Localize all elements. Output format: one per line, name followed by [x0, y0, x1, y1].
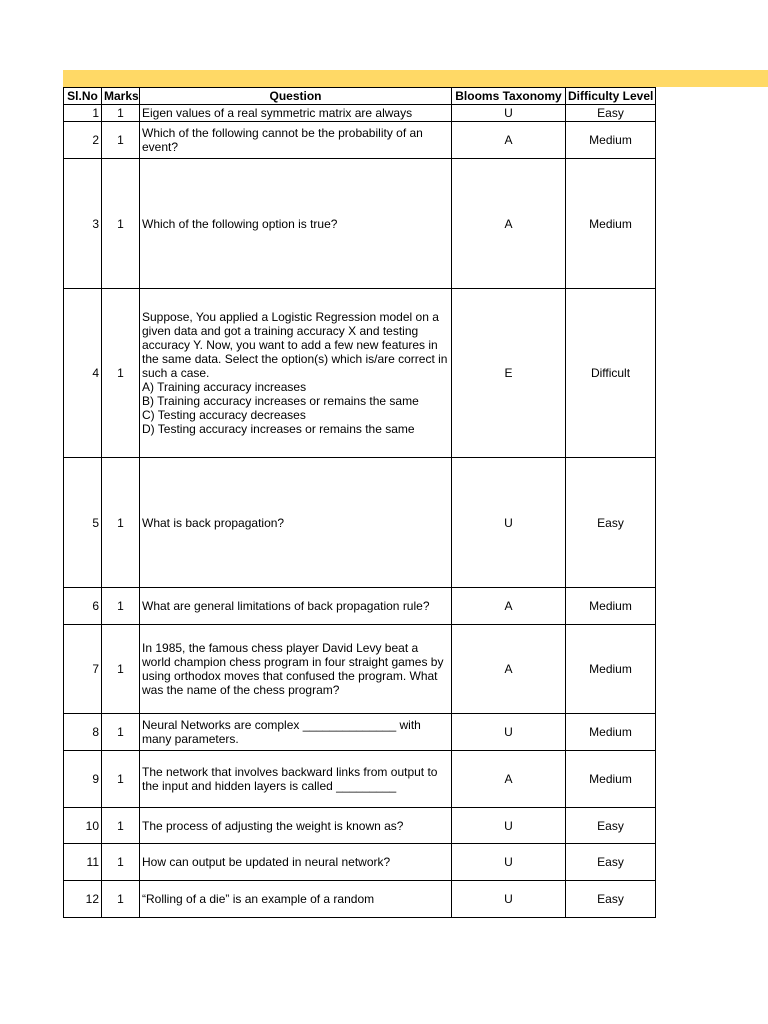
- cell-marks[interactable]: 1: [102, 122, 140, 159]
- cell-slno[interactable]: 3: [64, 159, 102, 289]
- cell-question[interactable]: The network that involves backward links from output to the input and hidden layers is called _________: [140, 751, 452, 808]
- cell-question[interactable]: Which of the following option is true?: [140, 159, 452, 289]
- cell-difficulty[interactable]: Easy: [566, 105, 656, 122]
- cell-difficulty[interactable]: Medium: [566, 751, 656, 808]
- cell-difficulty[interactable]: Medium: [566, 625, 656, 714]
- cell-marks[interactable]: 1: [102, 751, 140, 808]
- table-row: [64, 105, 656, 122]
- cell-difficulty[interactable]: Medium: [566, 122, 656, 159]
- cell-question[interactable]: Eigen values of a real symmetric matrix are always: [140, 105, 452, 122]
- cell-blooms[interactable]: U: [452, 105, 566, 122]
- cell-question[interactable]: What are general limitations of back propagation rule?: [140, 588, 452, 625]
- column-header-blooms[interactable]: Blooms Taxonomy: [452, 88, 566, 105]
- cell-difficulty[interactable]: Difficult: [566, 289, 656, 458]
- table-row: [64, 588, 656, 625]
- cell-marks[interactable]: 1: [102, 881, 140, 918]
- cell-blooms[interactable]: U: [452, 808, 566, 844]
- table-row: [64, 625, 656, 714]
- cell-question[interactable]: The process of adjusting the weight is known as?: [140, 808, 452, 844]
- cell-difficulty[interactable]: Easy: [566, 808, 656, 844]
- cell-blooms[interactable]: E: [452, 289, 566, 458]
- table-row: [64, 458, 656, 588]
- cell-question[interactable]: How can output be updated in neural network?: [140, 844, 452, 881]
- cell-blooms[interactable]: A: [452, 159, 566, 289]
- cell-difficulty[interactable]: Easy: [566, 881, 656, 918]
- question-table: [63, 87, 656, 918]
- table-row: [64, 159, 656, 289]
- cell-blooms[interactable]: A: [452, 751, 566, 808]
- cell-blooms[interactable]: U: [452, 714, 566, 751]
- cell-slno[interactable]: 5: [64, 458, 102, 588]
- table-row: [64, 844, 656, 881]
- cell-blooms[interactable]: U: [452, 881, 566, 918]
- cell-question[interactable]: Neural Networks are complex ______________ with many parameters.: [140, 714, 452, 751]
- cell-difficulty[interactable]: Medium: [566, 588, 656, 625]
- column-header-question[interactable]: Question: [140, 88, 452, 105]
- cell-blooms[interactable]: A: [452, 588, 566, 625]
- table-row: [64, 808, 656, 844]
- cell-blooms[interactable]: A: [452, 625, 566, 714]
- cell-difficulty[interactable]: Easy: [566, 844, 656, 881]
- column-header-slno[interactable]: Sl.No: [64, 88, 102, 105]
- cell-question[interactable]: Suppose, You applied a Logistic Regression model on a given data and got a training accuracy X and testing accuracy Y. Now, you want to add a few new features in the same data. Select the option(s) which is/are correct in such a case. A) Training accuracy increases B) Training accuracy increases or remains the same C) Testing accuracy decreases D) Testing accuracy increases or remains the same: [140, 289, 452, 458]
- table-row: [64, 122, 656, 159]
- cell-slno[interactable]: 8: [64, 714, 102, 751]
- cell-slno[interactable]: 12: [64, 881, 102, 918]
- cell-slno[interactable]: 4: [64, 289, 102, 458]
- column-header-marks[interactable]: Marks: [102, 88, 140, 105]
- cell-marks[interactable]: 1: [102, 844, 140, 881]
- cell-difficulty[interactable]: Easy: [566, 458, 656, 588]
- table-body: [64, 105, 656, 918]
- cell-marks[interactable]: 1: [102, 159, 140, 289]
- cell-question[interactable]: In 1985, the famous chess player David Levy beat a world champion chess program in four straight games by using orthodox moves that confused the program. What was the name of the chess program?: [140, 625, 452, 714]
- cell-question[interactable]: “Rolling of a die” is an example of a random: [140, 881, 452, 918]
- cell-slno[interactable]: 7: [64, 625, 102, 714]
- cell-slno[interactable]: 2: [64, 122, 102, 159]
- table-header-row: [64, 88, 656, 105]
- table-row: [64, 751, 656, 808]
- cell-marks[interactable]: 1: [102, 625, 140, 714]
- cell-marks[interactable]: 1: [102, 588, 140, 625]
- cell-blooms[interactable]: U: [452, 458, 566, 588]
- cell-blooms[interactable]: U: [452, 844, 566, 881]
- header-band: [63, 70, 768, 87]
- cell-marks[interactable]: 1: [102, 105, 140, 122]
- table-row: [64, 881, 656, 918]
- cell-slno[interactable]: 9: [64, 751, 102, 808]
- cell-difficulty[interactable]: Medium: [566, 714, 656, 751]
- cell-marks[interactable]: 1: [102, 714, 140, 751]
- cell-marks[interactable]: 1: [102, 808, 140, 844]
- cell-question[interactable]: What is back propagation?: [140, 458, 452, 588]
- cell-slno[interactable]: 6: [64, 588, 102, 625]
- cell-marks[interactable]: 1: [102, 458, 140, 588]
- cell-question[interactable]: Which of the following cannot be the probability of an event?: [140, 122, 452, 159]
- cell-difficulty[interactable]: Medium: [566, 159, 656, 289]
- cell-slno[interactable]: 1: [64, 105, 102, 122]
- column-header-difficulty[interactable]: Difficulty Level: [566, 88, 656, 105]
- cell-marks[interactable]: 1: [102, 289, 140, 458]
- table-row: [64, 714, 656, 751]
- table-row: [64, 289, 656, 458]
- cell-slno[interactable]: 10: [64, 808, 102, 844]
- cell-blooms[interactable]: A: [452, 122, 566, 159]
- cell-slno[interactable]: 11: [64, 844, 102, 881]
